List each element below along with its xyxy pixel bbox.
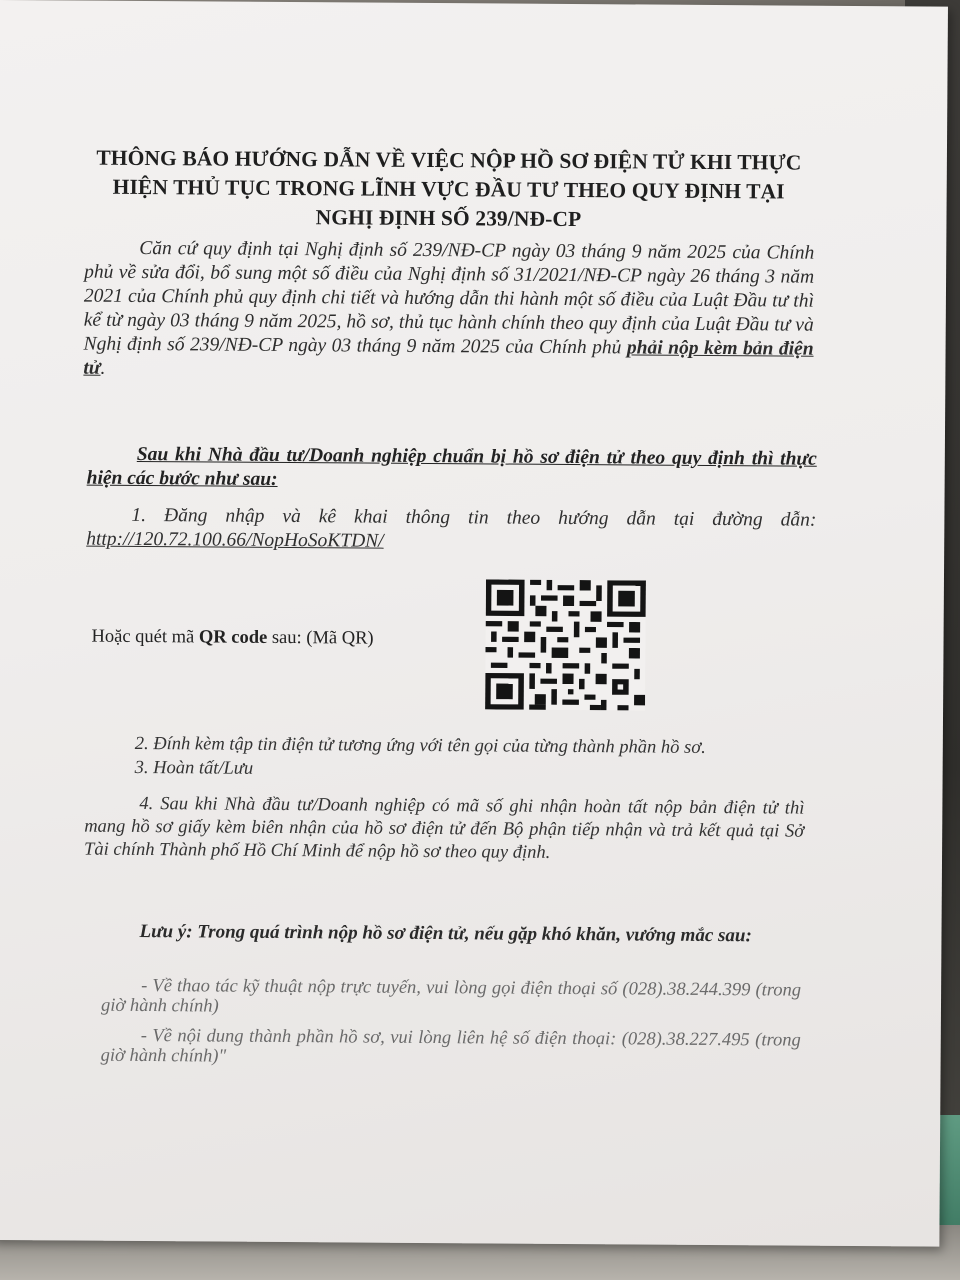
qr-label-bold: QR code bbox=[198, 627, 268, 648]
note-title: Lưu ý: Trong quá trình nộp hồ sơ điện tử, nếu gặp khó khăn, vướng mắc sau: bbox=[139, 920, 752, 947]
title-line-2: HIỆN THỦ TỤC TRONG LĨNH VỰC ĐẦU TƯ THEO QUY ĐỊNH TẠI bbox=[112, 174, 785, 204]
step-3: 3. Hoàn tất/Lưu bbox=[134, 757, 254, 779]
title-line-3: NGHỊ ĐỊNH SỐ 239/NĐ-CP bbox=[315, 205, 582, 232]
intro-end: . bbox=[100, 357, 106, 379]
step-1 bbox=[86, 504, 816, 557]
intro-text: Căn cứ quy định tại Nghị định số 239/NĐ-CP ngày 03 tháng 9 năm 2025 của Chính phủ về sửa đổi, bổ sung một số điều của Nghị định số 31/2021/NĐ-CP ngày 26 tháng 3 năm 2021 của Chính phủ quy định chi tiết và hướng dẫn thi hành một số điều của Luật Đầu tư thì kể từ ngày 03 tháng 9 năm 2025, hồ sơ, thủ tục hành chính theo quy định của Luật Đầu tư và Nghị định số 239/NĐ-CP ngày 03 tháng 9 năm 2025 của Chính phủ bbox=[83, 237, 815, 359]
qr-code-icon[interactable] bbox=[485, 579, 646, 710]
qr-label-suffix: sau: (Mã QR) bbox=[271, 627, 374, 649]
note-content: - Về nội dung thành phần hồ sơ, vui lòng liên hệ số điện thoại: (028).38.227.495 (trong giờ hành chính)" bbox=[100, 1026, 801, 1067]
title-line-1: THÔNG BÁO HƯỚNG DẪN VỀ VIỆC NỘP HỒ SƠ ĐIỆN TỬ KHI THỰC bbox=[96, 145, 802, 175]
steps-intro: Sau khi Nhà đầu tư/Doanh nghiệp chuẩn bị hồ sơ điện tử theo quy định thì thực hiện các bước như sau: bbox=[86, 443, 817, 490]
qr-label-prefix: Hoặc quét mã bbox=[91, 626, 195, 648]
note-technical: - Về thao tác kỹ thuật nộp trực tuyến, vui lòng gọi điện thoại số (028).38.244.399 (trong giờ hành chính) bbox=[100, 976, 802, 1017]
intro-paragraph bbox=[83, 237, 814, 386]
step-2: 2. Đính kèm tập tin điện tử tương ứng với tên gọi của từng thành phần hồ sơ. bbox=[134, 733, 706, 758]
notice-title bbox=[58, 143, 839, 235]
step-1-text: 1. Đăng nhập và kê khai thông tin theo hướng dẫn tại đường dẫn: bbox=[131, 504, 817, 531]
submission-link[interactable]: http://120.72.100.66/NopHoSoKTDN/ bbox=[86, 528, 384, 552]
step-4: 4. Sau khi Nhà đầu tư/Doanh nghiệp có mã số ghi nhận hoàn tất nộp bản điện tử thì mang hồ sơ giấy kèm biên nhận của hồ sơ điện tử đến Bộ phận tiếp nhận và trả kết quả tại Sở Tài chính Thành phố Hồ Chí Minh để nộp hồ sơ theo quy định. bbox=[84, 793, 805, 863]
intro-required: phải nộp kèm bản điện tử bbox=[83, 337, 814, 379]
qr-label bbox=[91, 627, 373, 650]
